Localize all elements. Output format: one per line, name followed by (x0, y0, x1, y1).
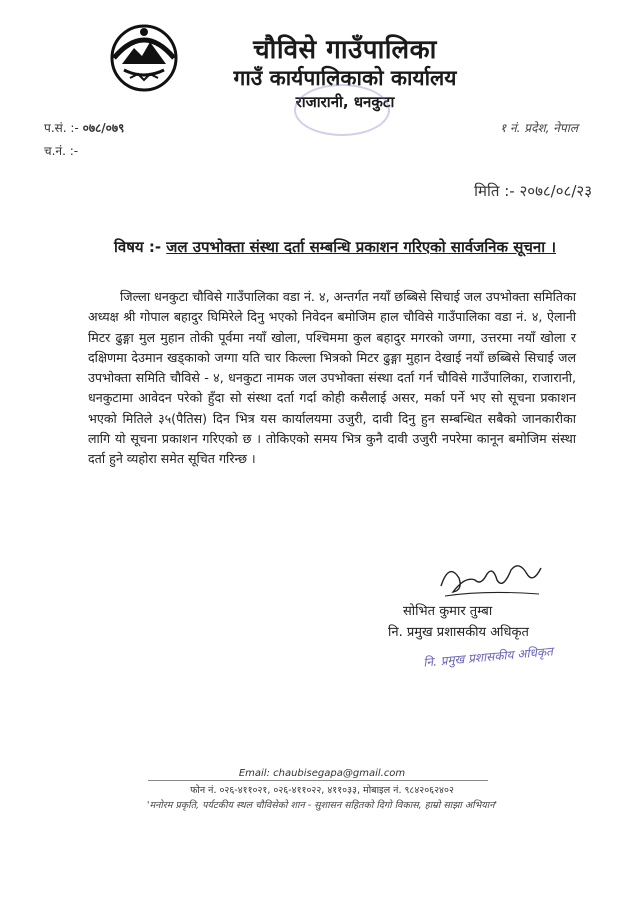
handwritten-signature (435, 556, 545, 602)
footer-email: Email: chaubisegapa@gmail.com (238, 768, 406, 779)
province-text: १ नं. प्रदेश, नेपाल (499, 121, 578, 135)
municipality-title: चौविसे गाउँपालिका (253, 35, 437, 65)
office-name: गाउँ कार्यपालिकाको कार्यालय (233, 66, 457, 90)
date-line (474, 181, 592, 201)
footer-divider (148, 780, 488, 781)
dispatch-label: च.नं. :- (44, 144, 79, 158)
ref-value: ०७८/०७९ (82, 121, 125, 135)
title-text: प्रमुख प्रशासकीय अधिकृत (406, 625, 529, 640)
date-label: मिति :- (474, 182, 515, 200)
title-prefix: नि. (388, 625, 403, 640)
footer-phone: फोन नं. ०२६-४११०२१, ०२६-४११०२२, ४११०३३, मोबाइल नं. ९८४२०६२४०२ (190, 785, 454, 796)
signatory-name: सोभित कुमार तुम्बा (403, 604, 493, 619)
ref-label: प.सं. :- (44, 121, 79, 135)
subject-line (114, 237, 556, 257)
notice-body (88, 287, 576, 470)
notice-paragraph: जिल्ला धनकुटा चौविसे गाउँपालिका वडा नं. ४, अन्तर्गत नयाँ छब्बिसे सिचाई जल उपभोक्ता समितिका अध्यक्ष श्री गोपाल बहादुर घिमिरेले दिनु भएको निवेदन बमोजिम हाल चौविसे गाउँपालिका वडा नं. ४, ऐलानी मिटर ढुङ्गा मुल मुहान तोकी पूर्वमा नयाँ खोला, पश्चिममा कुल बहादुर मगरको जग्गा, उत्तरमा नयाँ खोला र दक्षिणमा देउमान खड्काको जग्गा यति चार किल्ला भित्रको मिटर ढुङ्गा मुहान देखाई नयाँ छब्बिसे सिचाई जल उपभोक्ता समिति चौविसे - ४, धनकुटा नामक जल उपभोक्ता संस्था दर्ता गर्न चौविसे गाउँपालिका, राजारानी, धनकुटामा आवेदन परेको हुँदा सो संस्था दर्ता गर्दा कोही कसैलाई असर, मर्का पर्ने भए सो सूचना प्रकाशन भएको मितिले ३५(पैतिस) दिन भित्र यस कार्यालयमा उजुरी, दावी दिनु हुन सम्बन्धित सबैको जानकारीका लागि यो सूचना प्रकाशन गरिएको छ । तोकिएको समय भित्र कुनै दावी उजुरी नपरेमा कानून बमोजिम संस्था दर्ता हुने व्यहोरा समेत सूचित गरिन्छ । (88, 289, 576, 467)
signatory-title (388, 622, 529, 640)
footer-motto: 'मनोरम प्रकृति, पर्यटकीय स्थल चौविसेको शान - सुशासन सहितको दिगो विकास, हाम्रो साझा अभियान' (146, 800, 498, 811)
subject-text: जल उपभोक्ता संस्था दर्ता सम्बन्धि प्रकाशन गरिएको सार्वजनिक सूचना । (166, 238, 557, 256)
dispatch-number (44, 142, 78, 159)
date-value: २०७८/०८/२३ (519, 182, 592, 200)
reference-number (44, 119, 124, 136)
designation-stamp: नि. प्रमुख प्रशासकीय अधिकृत (422, 644, 554, 670)
faded-stamp (294, 84, 390, 136)
office-address: राजारानी, धनकुटा (295, 93, 395, 111)
subject-label: विषय :- (114, 238, 162, 256)
